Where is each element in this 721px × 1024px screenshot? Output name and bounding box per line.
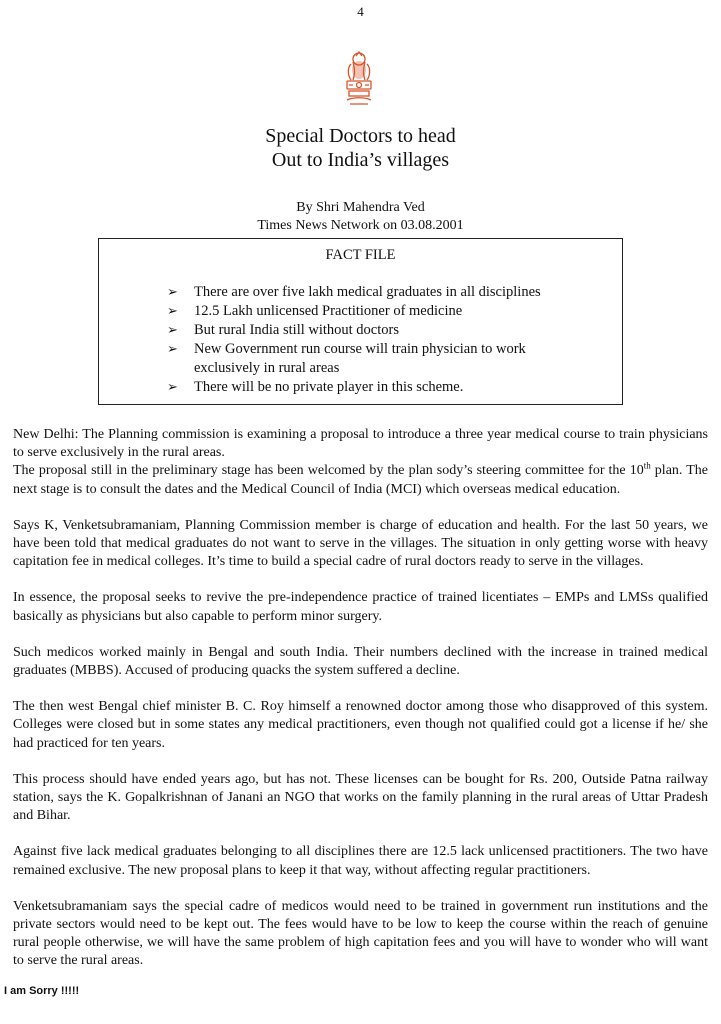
fact-list: [99, 283, 622, 397]
fact-item: ➢ 12.5 Lakh unlicensed Practitioner of medicine: [167, 303, 463, 319]
title-line-2: Out to India’s villages: [271, 149, 450, 171]
article-body: [13, 426, 708, 989]
arrow-bullet-icon: ➢: [167, 304, 178, 319]
fact-file-heading: FACT FILE: [325, 247, 396, 263]
paragraph: In essence, the proposal seeks to revive the pre-independence practice of trained licentiates – EMPs and LMSs qualified basically as physicians but also capable to perform minor surgery.: [13, 590, 708, 624]
title-line-1: Special Doctors to head: [265, 125, 456, 147]
paragraph: New Delhi: The Planning commission is examining a proposal to introduce a three year medical course to train physicians to serve exclusively in the rural areas.: [13, 427, 708, 461]
source: Times News Network on 03.08.2001: [257, 218, 464, 233]
fact-item: ➢ But rural India still without doctors: [167, 322, 399, 338]
arrow-bullet-icon: ➢: [167, 342, 178, 357]
national-emblem-icon: [339, 50, 379, 112]
paragraph: Such medicos worked mainly in Bengal and south India. Their numbers declined with the increase in trained medical graduates (MBBS). Accused of producing quacks the system suffered a decline.: [13, 644, 708, 679]
article-title: [0, 124, 721, 172]
author: By Shri Mahendra Ved: [296, 200, 425, 215]
byline: [0, 199, 721, 235]
paragraph: The then west Bengal chief minister B. C. Roy himself a renowned doctor among those who disapproved of this system. Colleges were closed but in some states any medical practitioners, even though not qualified could got a license if he/ she had practiced for ten years.: [13, 699, 708, 751]
arrow-bullet-icon: ➢: [167, 323, 178, 338]
paragraph: Venketsubramaniam says the special cadre of medicos would need to be trained in government run institutions and the private sectors would need to be kept out. The fees would have to be low to keep the course within the reach of genuine rural people otherwise, we will have the same problem of high capitation fees and you will have to wonder who will want to serve the rural areas.: [13, 898, 708, 969]
fact-item: ➢ There will be no private player in this scheme.: [167, 379, 464, 395]
paragraph: Against five lack medical graduates belonging to all disciplines there are 12.5 lack unlicensed practitioners. The two have remained exclusive. The new proposal plans to keep it that way, without affecting regular practitioners.: [13, 844, 708, 878]
arrow-bullet-icon: ➢: [167, 380, 178, 395]
paragraph: This process should have ended years ago, but has not. These licenses can be bought for Rs. 200, Outside Patna railway station, says the K. Gopalkrishnan of Janani an NGO that works on the family planning in the rural areas of Uttar Pradesh and Bihar.: [13, 771, 708, 824]
page-number: 4: [357, 4, 364, 19]
fact-item: ➢ New Government run course will train physician to work exclusively in rural areas: [167, 341, 526, 376]
fact-file-box: [98, 238, 623, 405]
fact-item: ➢ There are over five lakh medical graduates in all disciplines: [167, 284, 541, 300]
paragraph: Says K, Venketsubramaniam, Planning Commission member is charge of education and health. For the last 50 years, we have been told that medical graduates do not want to serve in the villages. The situation in only getting worse with heavy capitation fee in medical colleges. It’s time to build a special cadre of rural doctors ready to serve in the villages.: [13, 517, 708, 570]
arrow-bullet-icon: ➢: [167, 285, 178, 300]
paragraph: The proposal still in the preliminary stage has been welcomed by the plan sody’s steering committee for the 10th plan. The next stage is to consult the dates and the Medical Council of India (MCI) which overseas medical education.: [13, 460, 708, 497]
overlay-stamp-text: I am Sorry !!!!!: [4, 985, 80, 997]
